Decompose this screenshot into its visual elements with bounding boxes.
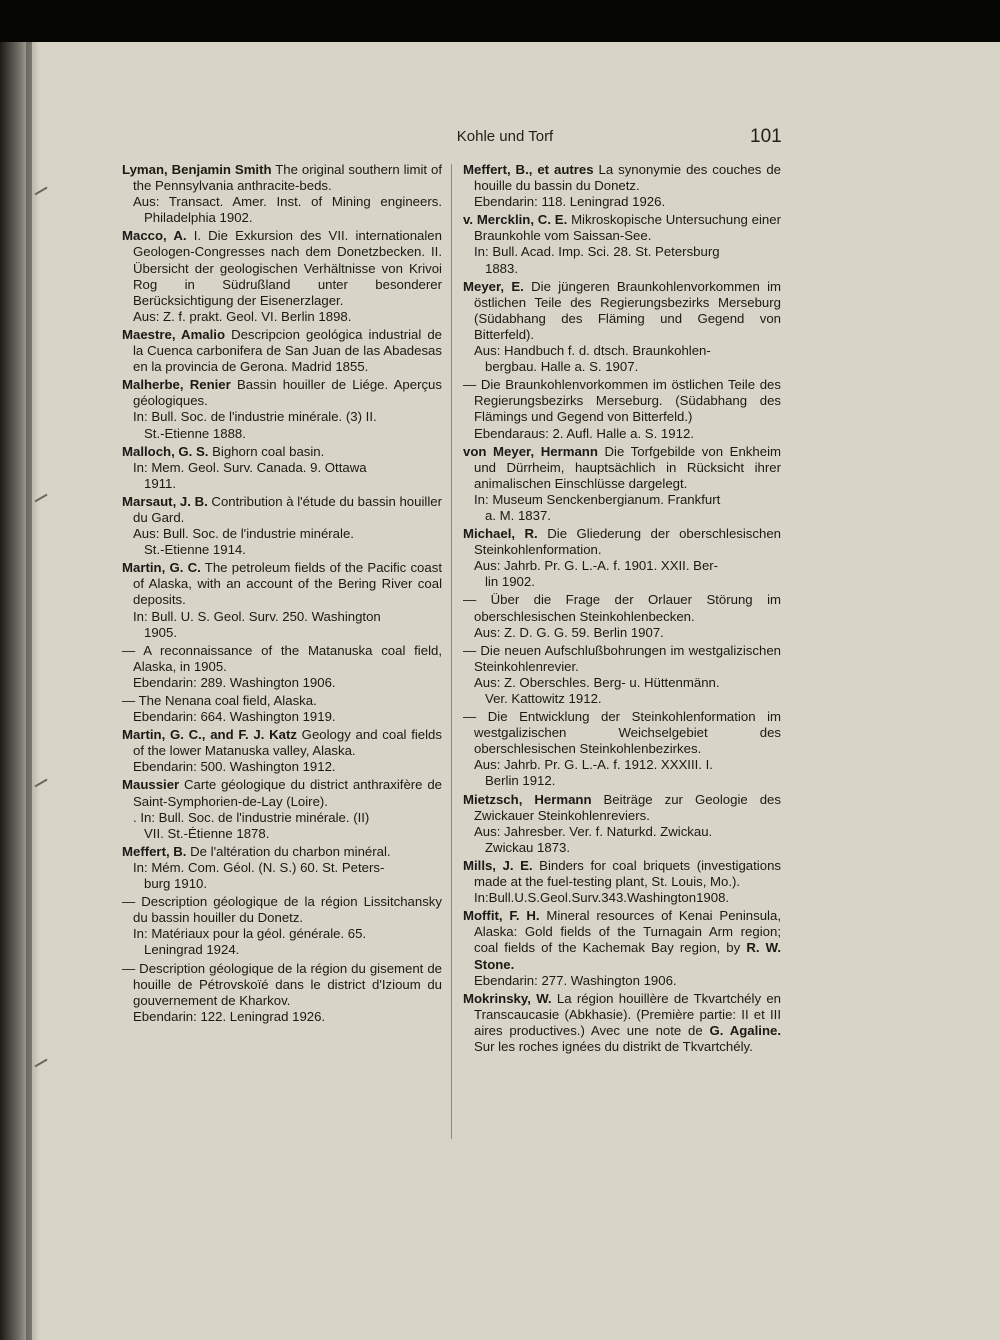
entry-source: In: Museum Senckenbergianum. Frankfurt (474, 491, 721, 507)
entry-citation (122, 228, 442, 308)
entry-source-continued: a. M. 1837. (485, 507, 551, 523)
entry-author: Maussier (122, 777, 180, 793)
entry-title: Bassin houiller de Liége. Aperçus géologiques. (133, 377, 442, 409)
bibliography-entry (463, 212, 781, 276)
entry-source-continued: VII. St.-Étienne 1878. (144, 825, 270, 841)
entry-citation (463, 526, 781, 558)
entry-title: Mikroskopische Untersuchung einer Braunkohle vom Saissan-See. (474, 212, 781, 244)
entry-title: — A reconnaissance of the Matanuska coal field, Alaska, in 1905. (122, 642, 442, 674)
entry-source: Ebendarin: 289. Washington 1906. (133, 674, 336, 690)
entry-source-continued: 1883. (485, 260, 519, 276)
entry-title: Die Torfgebilde von Enkheim und Dürrheim, hauptsächlich in Rücksicht ihrer animalischen Einschlüsse dargelegt. (474, 443, 781, 491)
entry-title: — Die neuen Aufschlußbohrungen im westgalizischen Steinkohlenrevier. (463, 642, 781, 674)
entry-citation (122, 777, 442, 809)
entry-title-continued: Sur les roches ignées du distrikt de Tkvartchély. (474, 1038, 753, 1054)
entry-source-continued: lin 1902. (485, 574, 535, 590)
bibliography-entry (463, 991, 781, 1055)
bibliography-entry (463, 709, 781, 789)
entry-citation (122, 960, 442, 1009)
entry-author: Mietzsch, Hermann (463, 791, 592, 807)
bibliography-entry (122, 377, 442, 441)
entry-source: Aus: Z. Oberschles. Berg- u. Hüttenmänn. (474, 674, 720, 690)
entry-source-continued: Zwickau 1873. (485, 839, 571, 855)
entry-source-continued: Berlin 1912. (485, 773, 556, 789)
entry-title: Contribution à l'étude du bassin houiller du Gard. (133, 493, 442, 525)
entry-source: In: Bull. U. S. Geol. Surv. 250. Washington (133, 608, 381, 624)
entry-source: Ebendarin: 277. Washington 1906. (474, 972, 677, 988)
entry-title: — Description géologique de la région Lissitchansky du bassin houiller du Donetz. (122, 894, 442, 926)
entry-source: In: Matériaux pour la géol. générale. 65. (133, 926, 367, 942)
bibliography-entry (463, 377, 781, 441)
entry-citation (463, 709, 781, 757)
bibliography-entry (122, 444, 442, 492)
entry-title: The original southern limit of the Pennsylvania anthracite-beds. (133, 162, 442, 194)
entry-source: Ebendarin: 122. Leningrad 1926. (133, 1008, 326, 1024)
entry-citation (122, 162, 442, 194)
entry-citation (122, 642, 442, 675)
running-header: Kohle und Torf (456, 128, 554, 145)
entry-source: . In: Bull. Soc. de l'industrie minérale. (II) (133, 809, 370, 825)
entry-source: Ebendarin: 500. Washington 1912. (133, 759, 336, 775)
bibliography-entry (122, 727, 442, 775)
entry-citation (122, 894, 442, 926)
column-divider (451, 164, 452, 1139)
bibliography-entry (122, 494, 442, 558)
entry-source: In: Mem. Geol. Surv. Canada. 9. Ottawa (133, 459, 367, 475)
entry-citation (463, 278, 782, 343)
gutter-fold (26, 42, 32, 1340)
entry-author: Meyer, E. (463, 278, 524, 294)
entry-author: Macco, A. (122, 228, 187, 244)
bibliography-entry (463, 592, 781, 640)
entry-source-continued: St.-Etienne 1914. (144, 542, 246, 558)
entry-title: Mineral resources of Kenai Peninsula, Alaska: Gold fields of the Turnagain Arm region; coal fields of the Kachemak Bay region, by (474, 908, 781, 956)
entry-citation (122, 493, 442, 526)
entry-citation (463, 377, 781, 425)
entry-source: Ebendarin: 664. Washington 1919. (133, 709, 336, 725)
entry-source: In:Bull.U.S.Geol.Surv.343.Washington1908. (474, 890, 730, 906)
entry-citation (122, 377, 442, 409)
entry-author: Lyman, Benjamin Smith (122, 162, 272, 177)
entry-citation (463, 642, 781, 675)
entry-source: Ebendarin: 118. Leningrad 1926. (474, 194, 666, 210)
entry-title: — Über die Frage der Orlauer Störung im oberschlesischen Steinkohlenbecken. (463, 592, 781, 624)
entry-author: Mokrinsky, W. (463, 990, 552, 1006)
entry-citation (122, 560, 442, 608)
entry-author: Malherbe, Renier (122, 377, 231, 393)
entry-author: von Meyer, Hermann (463, 443, 598, 459)
entry-source-continued: Leningrad 1924. (144, 942, 240, 958)
entry-author: Moffit, F. H. (463, 908, 540, 924)
entry-title: Descripcion geológica industrial de la Cuenca carbonifera de San Juan de las Abadesas en la provincia de Gerona. Madrid 1855. (133, 326, 442, 375)
entry-citation (463, 857, 781, 890)
entry-title: The petroleum fields of the Pacific coast of Alaska, with an account of the Bering River coal deposits. (133, 560, 442, 608)
left-column (122, 162, 442, 1027)
bibliography-entry (122, 961, 442, 1025)
entry-citation (463, 592, 781, 624)
entry-title: De l'altération du charbon minéral. (186, 843, 391, 859)
bibliography-entry (463, 908, 781, 988)
bibliography-entry (122, 894, 442, 958)
entry-title: Bighorn coal basin. (208, 443, 325, 459)
bibliography-entry (122, 777, 442, 841)
entry-citation (463, 212, 781, 244)
entry-source: Aus: Z. D. G. G. 59. Berlin 1907. (474, 624, 664, 640)
bibliography-entry (122, 844, 442, 892)
entry-source-continued: 1905. (144, 624, 178, 640)
binding-shadow (0, 42, 40, 1340)
entry-title: Geology and coal fields of the lower Matanuska valley, Alaska. (133, 727, 442, 759)
page-number: 101 (750, 126, 782, 147)
entry-citation (122, 843, 442, 860)
entry-source-continued: burg 1910. (144, 876, 208, 892)
entry-source: Aus: Bull. Soc. de l'industrie minérale. (133, 526, 354, 542)
entry-source-continued: bergbau. Halle a. S. 1907. (485, 359, 639, 375)
entry-source-continued: Ver. Kattowitz 1912. (485, 691, 602, 706)
entry-source: Aus: Jahrb. Pr. G. L.-A. f. 1912. XXXIII. I. (474, 757, 713, 773)
entry-author: Marsaut, J. B. (122, 493, 208, 509)
entry-source: Aus: Jahresber. Ver. f. Naturkd. Zwickau. (474, 823, 713, 839)
bibliography-entry (463, 858, 781, 906)
entry-title: Carte géologique du district anthraxifère de Saint-Symphorien-de-Lay (Loire). (133, 777, 442, 809)
entry-title: La synonymie des couches de houille du bassin du Donetz. (474, 162, 781, 194)
entry-source: In: Bull. Acad. Imp. Sci. 28. St. Petersburg (474, 244, 720, 260)
bibliography-entry (122, 560, 442, 640)
entry-citation (463, 443, 781, 492)
entry-source: Aus: Handbuch f. d. dtsch. Braunkohlen- (474, 343, 711, 359)
entry-title: — Die Entwicklung der Steinkohlenformation im westgalizischen Weichselgebiet des oberschlesischen Steinkohlenbezirkes. (463, 709, 781, 757)
bibliography-entry (122, 228, 442, 325)
entry-title: — Description géologique de la région du gisement de houille de Pétrovskoïé dans le district d'Izioum du gouvernement de Kharkov. (122, 960, 442, 1008)
entry-citation (122, 443, 442, 460)
bibliography-entry (463, 444, 781, 524)
entry-citation (122, 727, 442, 759)
bibliography-entry (463, 526, 781, 590)
entry-source: In: Mém. Com. Géol. (N. S.) 60. St. Peters- (133, 859, 385, 875)
right-column (463, 162, 781, 1057)
entry-author: v. Mercklin, C. E. (463, 212, 568, 228)
entry-citation (122, 693, 442, 709)
entry-title: — Die Braunkohlenvorkommen im östlichen Teile des Regierungsbezirks Merseburg. (Südabhang des Flämings und Gegend von Bitterfeld.) (463, 377, 781, 425)
entry-coauthor: G. Agaline. (709, 1022, 782, 1038)
entry-title: Binders for coal briquets (investigations made at the fuel-testing plant, St. Louis, Mo.). (474, 857, 781, 890)
entry-citation (463, 162, 781, 194)
bibliography-entry (463, 792, 781, 856)
bibliography-entry (463, 162, 781, 210)
entry-citation (122, 326, 442, 375)
entry-citation (463, 990, 782, 1055)
entry-author: Malloch, G. S. (122, 443, 209, 459)
bibliography-entry (122, 693, 442, 725)
entry-title: Die jüngeren Braunkohlenvorkommen im östlichen Teile des Regierungsbezirks Merseburg (Südabhang des Fläming und Gegend von Bitterfeld). (474, 278, 782, 342)
entry-title: I. Die Exkursion des VII. internationalen Geologen-Congresses nach dem Donetzbecken. II. Übersicht der geologischen Verhältnisse von Krivoi Rog in Südrußland unter besonderer Berücksichtigung der Eisenerzlager. (133, 228, 442, 308)
entry-citation (463, 908, 782, 972)
entry-author: Martin, G. C. (122, 560, 201, 576)
entry-source: Aus: Z. f. prakt. Geol. VI. Berlin 1898. (133, 308, 352, 324)
entry-title: Die Gliederung der oberschlesischen Steinkohlenformation. (474, 526, 781, 558)
bibliography-entry (122, 643, 442, 691)
entry-author: Meffert, B., et autres (463, 162, 594, 177)
entry-title: — The Nenana coal field, Alaska. (122, 693, 317, 708)
entry-author: Martin, G. C., and F. J. Katz (122, 727, 297, 743)
entry-source: Aus: Jahrb. Pr. G. L.-A. f. 1901. XXII. Ber- (474, 558, 719, 574)
bibliography-entry (122, 162, 442, 226)
entry-source: In: Bull. Soc. de l'industrie minérale. (3) II. (133, 409, 377, 425)
entry-source: Ebendaraus: 2. Aufl. Halle a. S. 1912. (474, 425, 694, 441)
entry-source-continued: St.-Etienne 1888. (144, 425, 246, 441)
bibliography-entry (463, 279, 781, 376)
bibliography-entry (122, 327, 442, 375)
entry-source: Aus: Transact. Amer. Inst. of Mining engineers. Philadelphia 1902. (133, 194, 442, 226)
entry-citation (463, 791, 781, 824)
entry-author: Mills, J. E. (463, 857, 533, 873)
entry-coauthor: R. W. Stone. (474, 940, 782, 972)
entry-author: Michael, R. (463, 526, 538, 542)
entry-title: La région houillère de Tkvartchély en Transcaucasie (Abkhasie). (Première partie: II et III aires productives.) Avec une note de (474, 990, 781, 1038)
entry-author: Meffert, B. (122, 843, 187, 859)
bibliography-entry (463, 643, 781, 707)
entry-source-continued: 1911. (144, 475, 177, 491)
entry-title: Beiträge zur Geologie des Zwickauer Steinkohlenreviers. (474, 791, 781, 823)
entry-author: Maestre, Amalio (122, 326, 226, 342)
